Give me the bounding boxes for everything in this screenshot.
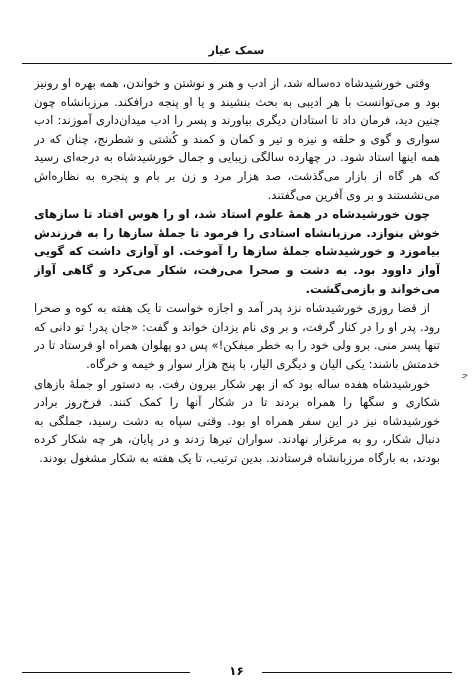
header-rule [22, 63, 452, 64]
page-number: ۱۶ [229, 664, 244, 678]
footer-rule-right [262, 672, 452, 673]
paragraph-1: وقتی خورشیدشاه ده‌ساله شد، از ادب و هنر و نوشتن و خواندن، همه بهره او رونیز بود و می‌توانست با هر ادیبی به بحث بنشیند و یا او پنجه درافکند. مرزبانشاه چون چنین دید، فرمان داد تا استادان دیگری بیاورند و پسر را ادب میدان‌داری آموزند: ادب سواری و گوی و حلقه و نیزه و تیر و کمان و کمند و کُشتی و شطرنج، چنان که در همه اینها استاد شود. در چهارده سالگی زیبایی و جمال خورشیدشاه به درجه‌ای رسید که هر گاه از بازار می‌گذشت، صد هزار مرد و زن بر بام و پنجره به نظاره‌اش می‌نشستند و بر وی آفرین می‌گفتند. [34, 76, 440, 202]
paragraph-4: خورشیدشاه هفده ساله بود که از بهر شکار بیرون رفت. به دستور او جملهٔ بازهای شکاری و سگها را همراه بردند تا در شکار آنها را کمک کنند. فرخ‌روز برادر خورشیدشاه نیز در این سفر همراه او بود. وقتی سپاه به دشت رسید، جملگی به دنبال شکار، رو به مرغزار نهادند. سواران تیرها زدند و در پایان، هر چه شکار کرده بودند، به بارگاه مرزبانشاه فرستادند. بدین ترتیب، تا یک هفته به شکار مشغول بودند. [34, 376, 440, 465]
running-header-title: سمک عیار [208, 44, 265, 57]
body-text [34, 74, 440, 662]
margin-ornament: ﺟ [462, 370, 469, 381]
paragraph-3: از قضا روزی خورشیدشاه نزد پدر آمد و اجازه خواست تا یک هفته به کوه و صحرا رود. پدر او را در کنار گرفت، و بر وی نام یزدان خواند و گفت: «جان پدر! تو دانی که تنها پسر منی. برو ولی خود را به خطر میفکن!» پس دو پهلوان همراه او فرستاد تا در خدمتش باشند: یکی الیان و دیگری الیار، با پنج هزار سوار و خیمه و خرگاه. [34, 301, 440, 371]
paragraph-2: چون خورشیدشاه در همهٔ علوم استاد شد، او را هوس افتاد تا سازهای خوش بنوازد. مرزبانشاه استادی را فرمود تا جملهٔ سازها را به فرزندش بیاموزد و خورشیدشاه جملهٔ سازها را آموخت. او آوازی داشت که گویی آواز داوود بود. به دشت و صحرا می‌رفت، شکار می‌کرد و گاهی آواز می‌خواند و بازمی‌گشت. [34, 207, 440, 296]
